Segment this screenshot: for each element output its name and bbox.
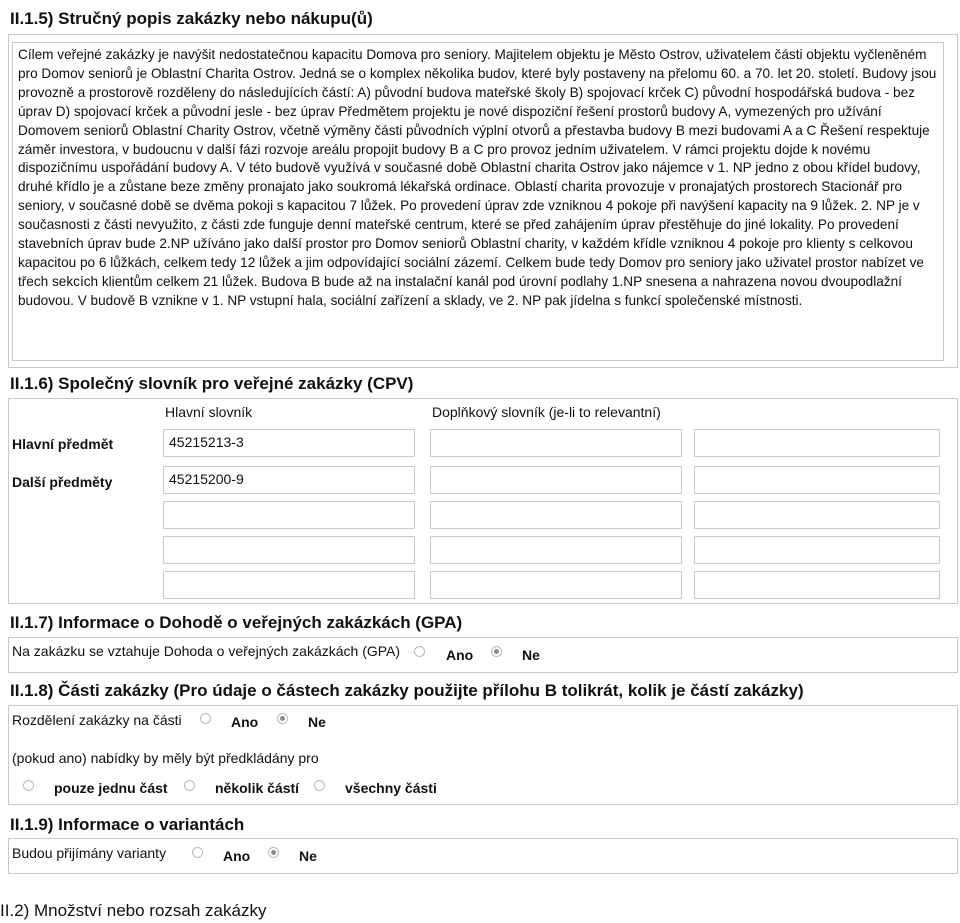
gpa-no-label: Ne xyxy=(522,647,540,663)
section-116-title: II.1.6) Společný slovník pro veřejné zakázky (CPV) xyxy=(10,374,414,393)
cpv-main-code-input[interactable]: 45215213-3 xyxy=(163,429,415,457)
parts-all-label: všechny části xyxy=(345,780,437,796)
cpv-other3-supp1-input[interactable] xyxy=(430,536,682,564)
cpv-col-main-header: Hlavní slovník xyxy=(165,404,253,420)
parts-question: Rozdělení zakázky na části xyxy=(12,712,182,728)
cpv-row-main-label: Hlavní předmět xyxy=(12,436,114,452)
parts-one-label: pouze jednu část xyxy=(54,780,168,796)
section-118-title: II.1.8) Části zakázky (Pro údaje o částech zakázky použijte přílohu B tolikrát, kolik je částí zakázky) xyxy=(10,681,804,700)
cpv-other4-supp2-input[interactable] xyxy=(694,571,940,599)
parts-several-label: několik částí xyxy=(215,780,300,796)
cpv-other3-code-input[interactable] xyxy=(163,536,415,564)
cpv-other2-supp2-input[interactable] xyxy=(694,501,940,529)
cpv-other1-supp2-input[interactable] xyxy=(694,466,940,494)
variants-no-radio[interactable] xyxy=(268,847,279,858)
parts-sub-question: (pokud ano) nabídky by měly být předkládány pro xyxy=(12,750,319,766)
variants-question: Budou přijímány varianty xyxy=(12,845,167,861)
gpa-question: Na zakázku se vztahuje Dohoda o veřejných zakázkách (GPA) xyxy=(12,643,401,659)
variants-no-label: Ne xyxy=(299,848,317,864)
gpa-yes-radio[interactable] xyxy=(414,646,425,657)
parts-all-radio[interactable] xyxy=(314,780,325,791)
cpv-row-other-label: Další předměty xyxy=(12,474,113,490)
parts-several-radio[interactable] xyxy=(184,780,195,791)
cpv-other-code-input[interactable]: 45215200-9 xyxy=(163,466,415,494)
section-117-title: II.1.7) Informace o Dohodě o veřejných zakázkách (GPA) xyxy=(10,613,463,632)
cpv-other4-supp1-input[interactable] xyxy=(430,571,682,599)
variants-yes-radio[interactable] xyxy=(192,847,203,858)
cpv-main-supp1-input[interactable] xyxy=(430,429,682,457)
parts-no-label: Ne xyxy=(308,714,326,730)
description-textarea[interactable]: Cílem veřejné zakázky je navýšit nedostatečnou kapacitu Domova pro seniory. Majitelem objektu je Město Ostrov, uživatelem části objektu vyčleněném pro Domov seniorů je Oblastní Charita Ostrov. Jedná se o komplex několika budov, které byly postaveny na přelomu 60. a 70. let 20. století. Budovy jsou provozně a prostorově rozděleny do následujících částí: A) původní budova mateřské školy B) spojovací krček C) původní hospodářská budova - bez úprav D) spojovací krček a původní jesle - bez úprav Předmětem projektu je nové dispoziční řešení prostorů budovy A, vymezených pro užívání Domovem seniorů Oblastní Charity Ostrov, včetně výměny části původních výplní otvorů a přestavba budovy B mezi budovami A a C Řešení respektuje záměr investora, v budoucnu v další fázi rozvoje areálu propojit budovy B a C pro provoz jedním uživatelem. V rámci projektu dojde k novému dispozičnímu uspořádání budovy A. V této budově využívá v současné době Oblastní charita Ostrov jako nájemce v 1. NP jedno z obou křídel budovy, druhé křídlo je a zůstane beze změny pronajato jako soukromá lékařská ordinace. Oblastí charita provozuje v pronajatých prostorech Stacionář pro seniory, v současné době se dvěma pokoji s kapacitou 7 lůžek. Po provedení úprav zde vzniknou 4 pokoje při navýšení kapacity na 9 lůžek. 2. NP je v současnosti z části nevyužito, z části zde funguje denní mateřské centrum, které se před zahájením úprav přestěhuje do jiné lokality. Po provedení stavebních úprav bude 2.NP užíváno jako další prostor pro Domov seniorů Oblastní charity, v každém křídle vzniknou 4 pokoje pro klienty s celkovou kapacitou po 6 lůžkách, celkem tedy 12 lůžek a jim odpovídající sociální zázemí. Celkem bude tedy Domov pro seniory jako uživatel prostor nabízet ve třech sekcích klientům celkem 21 lůžek. Budova B bude až na instalační kanál pod úrovní podlahy 1.NP snesena a nahrazena novou dvoupodlažní budovou. V budově B vznikne v 1. NP vstupní hala, sociální zařízení a sklady, ve 2. NP pak jídelna s funkcí společenské místnosti. xyxy=(12,42,944,361)
section-12-title: II.2) Množství nebo rozsah zakázky xyxy=(0,901,267,920)
cpv-main-supp2-input[interactable] xyxy=(694,429,940,457)
gpa-yes-label: Ano xyxy=(446,647,474,663)
section-119-title: II.1.9) Informace o variantách xyxy=(10,815,245,834)
cpv-other2-code-input[interactable] xyxy=(163,501,415,529)
cpv-other2-supp1-input[interactable] xyxy=(430,501,682,529)
parts-yes-radio[interactable] xyxy=(200,713,211,724)
parts-no-radio[interactable] xyxy=(277,713,288,724)
parts-one-radio[interactable] xyxy=(23,780,34,791)
parts-yes-label: Ano xyxy=(231,714,259,730)
cpv-other3-supp2-input[interactable] xyxy=(694,536,940,564)
cpv-other1-supp1-input[interactable] xyxy=(430,466,682,494)
section-115-title: II.1.5) Stručný popis zakázky nebo nákupu(ů) xyxy=(10,9,373,28)
cpv-col-supp-header: Doplňkový slovník (je-li to relevantní) xyxy=(432,404,661,420)
gpa-no-radio[interactable] xyxy=(491,646,502,657)
variants-yes-label: Ano xyxy=(223,848,251,864)
cpv-other4-code-input[interactable] xyxy=(163,571,415,599)
